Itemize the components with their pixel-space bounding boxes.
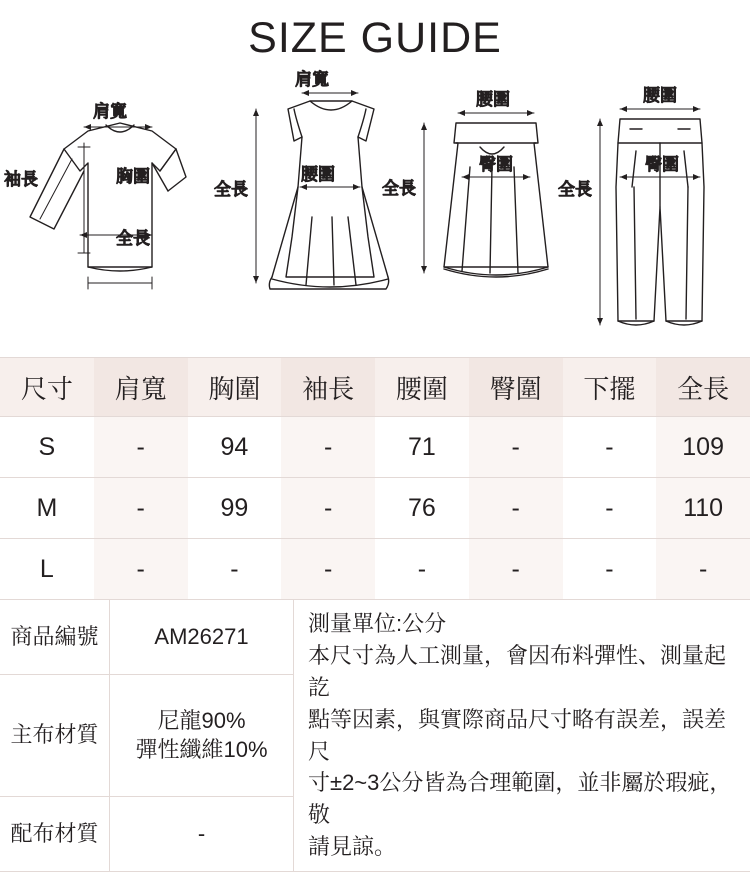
column-header-length: 全長 [656, 358, 750, 417]
column-header-shoulder: 肩寬 [94, 358, 188, 417]
label-skirt-length: 全長 [382, 179, 416, 198]
garment-top [30, 123, 186, 271]
label-trousers-length: 全長 [558, 180, 592, 199]
cell-size: L [0, 539, 94, 600]
size-table-body [0, 417, 750, 600]
note-line-3: 點等因素，與實際商品尺寸略有誤差，誤差尺 [308, 704, 740, 768]
garment-diagrams [0, 67, 750, 357]
cell-hem: - [563, 539, 657, 600]
table-header-row [0, 358, 750, 417]
cell-sleeve: - [281, 417, 375, 478]
label-dress-length: 全長 [214, 180, 248, 199]
info-value-product-code: AM26271 [110, 600, 294, 674]
measurement-note [294, 600, 750, 872]
main-fabric-line-2: 彈性纖維10% [114, 735, 289, 765]
cell-bust: 99 [188, 478, 282, 539]
note-line-2: 本尺寸為人工測量，會因布料彈性、測量起訖 [308, 640, 740, 704]
cell-length: - [656, 539, 750, 600]
cell-hip: - [469, 417, 563, 478]
cell-size: S [0, 417, 94, 478]
label-top-length: 全長 [116, 229, 150, 248]
product-info-table [0, 600, 750, 872]
cell-hem: - [563, 478, 657, 539]
cell-bust: - [188, 539, 282, 600]
size-table-header [0, 358, 750, 417]
garment-dress [269, 101, 388, 289]
cell-size: M [0, 478, 94, 539]
label-trousers-hip: 臀圍 [645, 155, 679, 174]
garment-trousers [616, 119, 704, 325]
table-row [0, 417, 750, 478]
column-header-hip: 臀圍 [469, 358, 563, 417]
info-label-product-code: 商品編號 [0, 600, 110, 674]
table-row [0, 478, 750, 539]
label-top-sleeve: 袖長 [4, 170, 38, 189]
info-value-contrast-fabric: - [110, 797, 294, 872]
cell-sleeve: - [281, 539, 375, 600]
cell-bust: 94 [188, 417, 282, 478]
cell-shoulder: - [94, 539, 188, 600]
garment-skirt [444, 123, 548, 277]
column-header-sleeve: 袖長 [281, 358, 375, 417]
info-row-product-code [0, 600, 750, 674]
cell-hip: - [469, 478, 563, 539]
label-dress-waist: 腰圍 [301, 165, 335, 184]
cell-length: 110 [656, 478, 750, 539]
cell-hem: - [563, 417, 657, 478]
note-line-5: 請見諒。 [308, 831, 740, 863]
label-top-shoulder: 肩寬 [93, 102, 127, 121]
label-top-bust: 胸圍 [116, 167, 150, 186]
label-trousers-waist: 腰圍 [643, 86, 677, 105]
cell-waist: 76 [375, 478, 469, 539]
page-title: SIZE GUIDE [0, 0, 750, 67]
column-header-waist: 腰圍 [375, 358, 469, 417]
label-dress-shoulder: 肩寬 [295, 70, 329, 89]
info-label-main-fabric: 主布材質 [0, 674, 110, 797]
cell-sleeve: - [281, 478, 375, 539]
cell-shoulder: - [94, 478, 188, 539]
cell-waist: 71 [375, 417, 469, 478]
main-fabric-line-1: 尼龍90% [114, 706, 289, 736]
cell-waist: - [375, 539, 469, 600]
cell-length: 109 [656, 417, 750, 478]
note-line-1: 測量單位:公分 [308, 608, 740, 640]
column-header-bust: 胸圍 [188, 358, 282, 417]
note-line-4: 寸±2~3公分皆為合理範圍，並非屬於瑕疵，敬 [308, 767, 740, 831]
column-header-hem: 下擺 [563, 358, 657, 417]
info-label-contrast-fabric: 配布材質 [0, 797, 110, 872]
label-skirt-waist: 腰圍 [476, 90, 510, 109]
table-row [0, 539, 750, 600]
cell-shoulder: - [94, 417, 188, 478]
info-value-main-fabric [110, 674, 294, 797]
label-skirt-hip: 臀圍 [479, 155, 513, 174]
cell-hip: - [469, 539, 563, 600]
size-table [0, 357, 750, 600]
column-header-size: 尺寸 [0, 358, 94, 417]
